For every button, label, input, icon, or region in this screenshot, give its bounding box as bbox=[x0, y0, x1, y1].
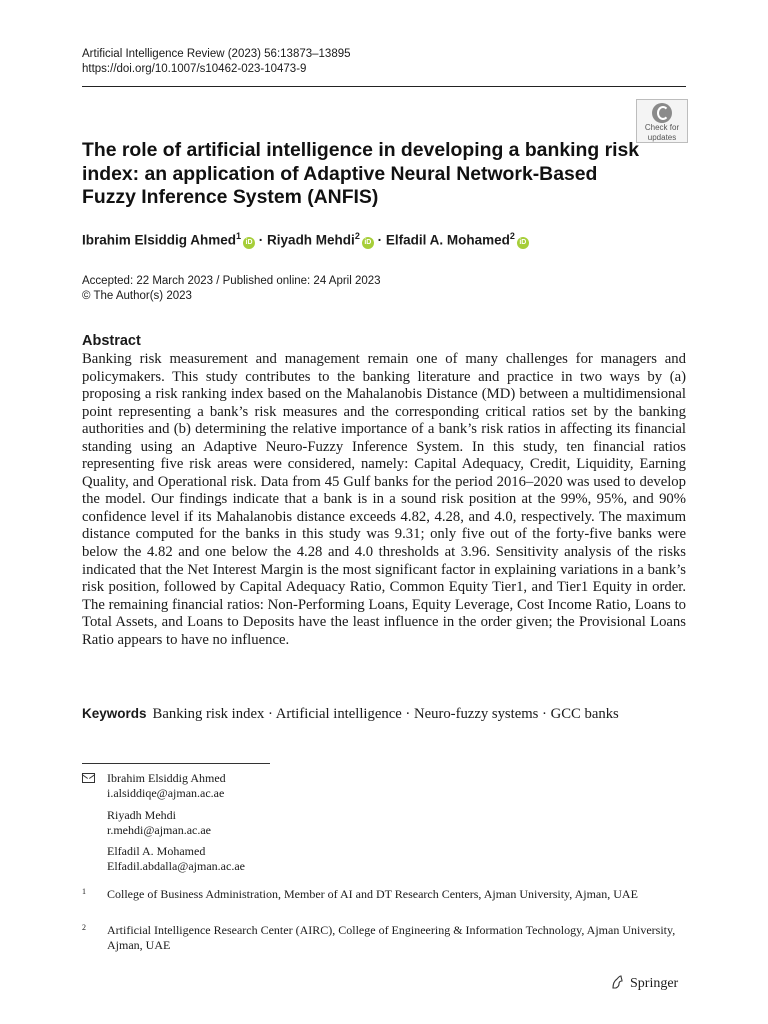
check-badge-line1: Check for bbox=[644, 123, 680, 132]
springer-horse-icon bbox=[610, 975, 624, 989]
correspondence-email[interactable]: i.alsiddiqe@ajman.ac.ae bbox=[107, 785, 225, 800]
publication-dates bbox=[82, 274, 381, 304]
correspondence-name: Riyadh Mehdi bbox=[107, 808, 176, 822]
correspondence-email[interactable]: Elfadil.abdalla@ajman.ac.ae bbox=[107, 858, 245, 873]
abstract-heading: Abstract bbox=[82, 333, 141, 349]
correspondence-entry bbox=[107, 808, 211, 837]
check-for-updates-badge[interactable] bbox=[636, 99, 688, 143]
publisher-name: Springer bbox=[630, 976, 679, 991]
orcid-icon[interactable]: iD bbox=[362, 237, 374, 249]
keywords-heading: Keywords bbox=[82, 706, 147, 721]
affiliation-text: Artificial Intelligence Research Center (AIRC), College of Engineering & Information Technology, Ajman University, Ajman, UAE bbox=[107, 923, 676, 953]
header-rule bbox=[82, 86, 686, 87]
author-name: Riyadh Mehdi bbox=[267, 232, 355, 248]
affiliation-text: College of Business Administration, Member of AI and DT Research Centers, Ajman University, Ajman, UAE bbox=[107, 887, 638, 901]
correspondence-name: Ibrahim Elsiddig Ahmed bbox=[107, 771, 226, 785]
author-name: Ibrahim Elsiddig Ahmed bbox=[82, 232, 237, 248]
journal-header bbox=[82, 47, 351, 77]
correspondence-email[interactable]: r.mehdi@ajman.ac.ae bbox=[107, 822, 212, 837]
envelope-icon bbox=[82, 773, 95, 783]
publisher-logo bbox=[610, 975, 678, 992]
author-list bbox=[82, 231, 529, 249]
correspondence-entry bbox=[107, 771, 226, 800]
orcid-icon[interactable]: iD bbox=[517, 237, 529, 249]
check-badge-line2: updates bbox=[647, 132, 677, 142]
paper-title: The role of artificial intelligence in developing a banking risk index: an application of Adaptive Neural Network-Based Fuzzy Inference System (ANFIS) bbox=[82, 139, 640, 208]
keywords-text: Banking risk index · Artificial intelligence · Neuro-fuzzy systems · GCC banks bbox=[152, 706, 619, 722]
journal-citation: Artificial Intelligence Review (2023) 56:13873–13895 bbox=[82, 48, 351, 60]
affiliation-number: 2 bbox=[82, 923, 86, 932]
accepted-published-date: Accepted: 22 March 2023 / Published online: 24 April 2023 bbox=[82, 275, 381, 287]
footnote-rule bbox=[82, 763, 270, 764]
author-separator: · bbox=[255, 232, 268, 248]
keywords-line bbox=[82, 706, 619, 723]
author-separator: · bbox=[373, 232, 386, 248]
author-affil-sup: 2 bbox=[509, 231, 515, 241]
author-affil-sup: 1 bbox=[236, 231, 242, 241]
crossmark-icon bbox=[652, 103, 672, 123]
author-name: Elfadil A. Mohamed bbox=[385, 232, 510, 248]
doi-link[interactable]: https://doi.org/10.1007/s10462-023-10473-9 bbox=[82, 63, 307, 75]
correspondence-name: Elfadil A. Mohamed bbox=[107, 844, 206, 858]
orcid-icon[interactable]: iD bbox=[243, 237, 255, 249]
correspondence-entry bbox=[107, 844, 245, 873]
author-affil-sup: 2 bbox=[354, 231, 360, 241]
affiliation-number: 1 bbox=[82, 887, 86, 896]
abstract-body: Banking risk measurement and management remain one of many challenges for managers and policymakers. This study contributes to the banking literature and practice in two ways by (a) proposing a risk ranking index based on the Mahalanobis Distance (MD) between a multidimensional point representing a bank’s risk measures and the corresponding critical ratios set by the banking authorities and (b) determining the relative importance of a bank’s risk ratios in affecting its financial standing using an Adaptive Neuro-Fuzzy Inference System. In this study, ten financial ratios representing five risk areas were considered, namely: Capital Adequacy, Credit, Liquidity, Earning Quality, and Operational risk. Data from 45 Gulf banks for the period 2016–2020 was used to develop the model. Our findings indicate that a bank is in a sound risk position at the 99%, 95%, and 90% confidence level if its Mahalanobis distance exceeds 4.82, 4.28, and 4.0, respectively. The maximum distance computed for the banks in this study was 9.31; only five out of the forty-five banks were below the 4.82 and one below the 4.28 and 4.0 thresholds at 3.96. Sensitivity analysis of the risks indicated that the Net Interest Margin is the most significant factor in explaining variations in a bank’s risk position, followed by Capital Adequacy Ratio, Common Equity Tier1, and Tier1 Equity in order. The remaining financial ratios: Non-Performing Loans, Equity Leverage, Cost Income Ratio, Loans to Total Assets, and Loans to Deposits have the least influence in the order given; the Provisional Loans Ratio appears to have no influence. bbox=[82, 351, 686, 648]
copyright-line: © The Author(s) 2023 bbox=[82, 290, 192, 302]
